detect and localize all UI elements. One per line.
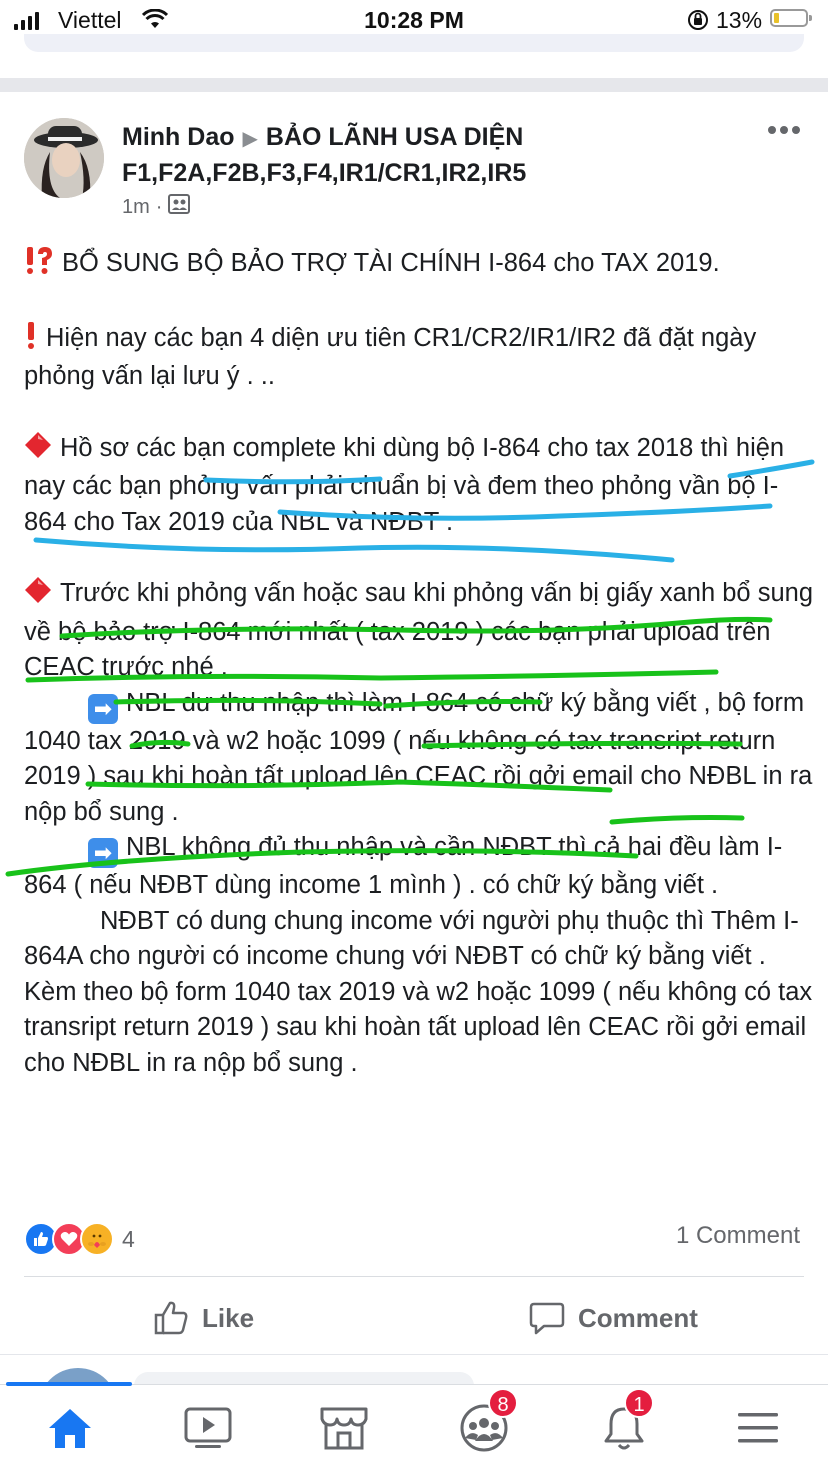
care-reaction-icon — [80, 1222, 114, 1256]
tab-groups[interactable] — [444, 1396, 524, 1460]
home-icon — [46, 1406, 94, 1450]
paragraph-3 — [24, 576, 814, 686]
menu-icon — [736, 1410, 780, 1446]
post-title: BỔ SUNG BỘ BẢO TRỢ TÀI CHÍNH I-864 cho TAX 2019. — [62, 249, 720, 277]
more-options-button[interactable] — [768, 126, 800, 134]
comment-count[interactable]: 1 Comment — [675, 1222, 800, 1249]
author-name[interactable]: Minh Dao — [122, 123, 235, 151]
avatar[interactable] — [24, 118, 104, 198]
exclamation-question-icon — [24, 246, 54, 285]
groups-badge: 8 — [488, 1388, 518, 1418]
post-timestamp[interactable]: 1m — [122, 195, 150, 218]
active-tab-indicator — [6, 1382, 132, 1386]
paragraph-5-text: NBL không đủ thu nhập và cần NĐBT thì cả hai đều làm I-864 ( nếu NĐBT dùng income 1 mình ) . có chữ ký bằng viết . — [24, 833, 783, 899]
tab-watch[interactable] — [168, 1396, 248, 1460]
red-diamond-icon — [24, 576, 52, 615]
notifications-badge: 1 — [624, 1388, 654, 1418]
like-button[interactable] — [152, 1290, 254, 1346]
like-label: Like — [202, 1302, 255, 1333]
carrier-name: Viettel — [58, 7, 122, 33]
divider — [24, 1276, 804, 1277]
arrow-right-icon: ➡ — [88, 694, 118, 724]
red-diamond-icon — [24, 431, 52, 470]
reaction-count: 4 — [122, 1225, 135, 1252]
paragraph-1 — [24, 321, 814, 395]
group-audience-icon — [168, 194, 190, 220]
feed-separator — [0, 78, 828, 92]
tab-home[interactable] — [30, 1396, 110, 1460]
divider — [0, 1354, 828, 1355]
comment-label: Comment — [578, 1302, 698, 1333]
bottom-tab-bar — [0, 1384, 828, 1473]
video-icon — [183, 1406, 233, 1450]
battery-icon — [770, 9, 808, 27]
composer-strip[interactable] — [24, 34, 804, 52]
tab-notifications[interactable] — [584, 1396, 664, 1460]
paragraph-2-text: Hồ sơ các bạn complete khi dùng bộ I-864 cho tax 2018 thì hiện nay các bạn phỏng vấn phải chuẩn bị và đem theo phỏng vần bộ I-864 cho Tax 2019 của NBL và NĐBT . — [24, 433, 785, 536]
rotation-lock-icon — [686, 8, 710, 37]
comment-icon — [528, 1299, 566, 1337]
paragraph-2 — [24, 431, 814, 541]
reaction-summary[interactable] — [24, 1222, 135, 1256]
tab-menu[interactable] — [718, 1396, 798, 1460]
marketplace-icon — [318, 1405, 370, 1451]
paragraph-5 — [24, 830, 814, 904]
comment-button[interactable] — [528, 1290, 698, 1346]
thumbs-up-icon — [152, 1299, 190, 1337]
post-author-line — [122, 120, 682, 190]
clock: 10:28 PM — [364, 7, 464, 33]
group-name[interactable]: BẢO LÃNH USA DIỆN F1,F2A,F2B,F3,F4,IR1/CR1,IR2,IR5 — [122, 123, 527, 187]
battery-percent: 13% — [716, 7, 763, 33]
post-body — [24, 246, 814, 1081]
arrow-right-icon: ▶ — [242, 128, 258, 150]
paragraph-6 — [24, 904, 814, 1082]
paragraph-4 — [24, 686, 814, 831]
meta-dot: · — [155, 195, 163, 218]
post-meta — [122, 194, 190, 220]
tab-marketplace[interactable] — [304, 1396, 384, 1460]
post-title-line — [24, 246, 814, 285]
paragraph-6-text: NĐBT có dung chung income với người phụ thuộc thì Thêm I-864A cho người có income chung với NĐBT có chữ ký bằng viết . Kèm theo bộ form 1040 tax 2019 và w2 hoặc 1099 ( nếu không có tax transript return 2019 ) sau khi hoàn tất upload lên CEAC rồi gởi email cho NĐBL in ra nộp bổ sung . — [24, 906, 813, 1077]
paragraph-4-text: NBL dư thu nhập thì làm I-864 có chữ ký bằng viết , bộ form 1040 tax 2019 và w2 hoặc 1099 ( nếu không có tax transript return 2019 ) sau khi hoàn tất upload lên CEAC rồi gởi email cho NĐBL in ra nộp bổ sung . — [24, 688, 813, 826]
paragraph-1-text: Hiện nay các bạn 4 diện ưu tiên CR1/CR2/IR1/IR2 đã đặt ngày phỏng vấn lại lưu ý . .. — [24, 323, 757, 390]
arrow-right-icon: ➡ — [88, 838, 118, 868]
exclamation-icon — [24, 321, 38, 360]
paragraph-3-text: Trước khi phỏng vấn hoặc sau khi phỏng vấn bị giấy xanh bổ sung về bộ bảo trợ I-864 mới nhất ( tax 2019 ) các bạn phải upload trên CEAC trước nhé . — [24, 579, 813, 681]
post-actions — [0, 1290, 828, 1346]
